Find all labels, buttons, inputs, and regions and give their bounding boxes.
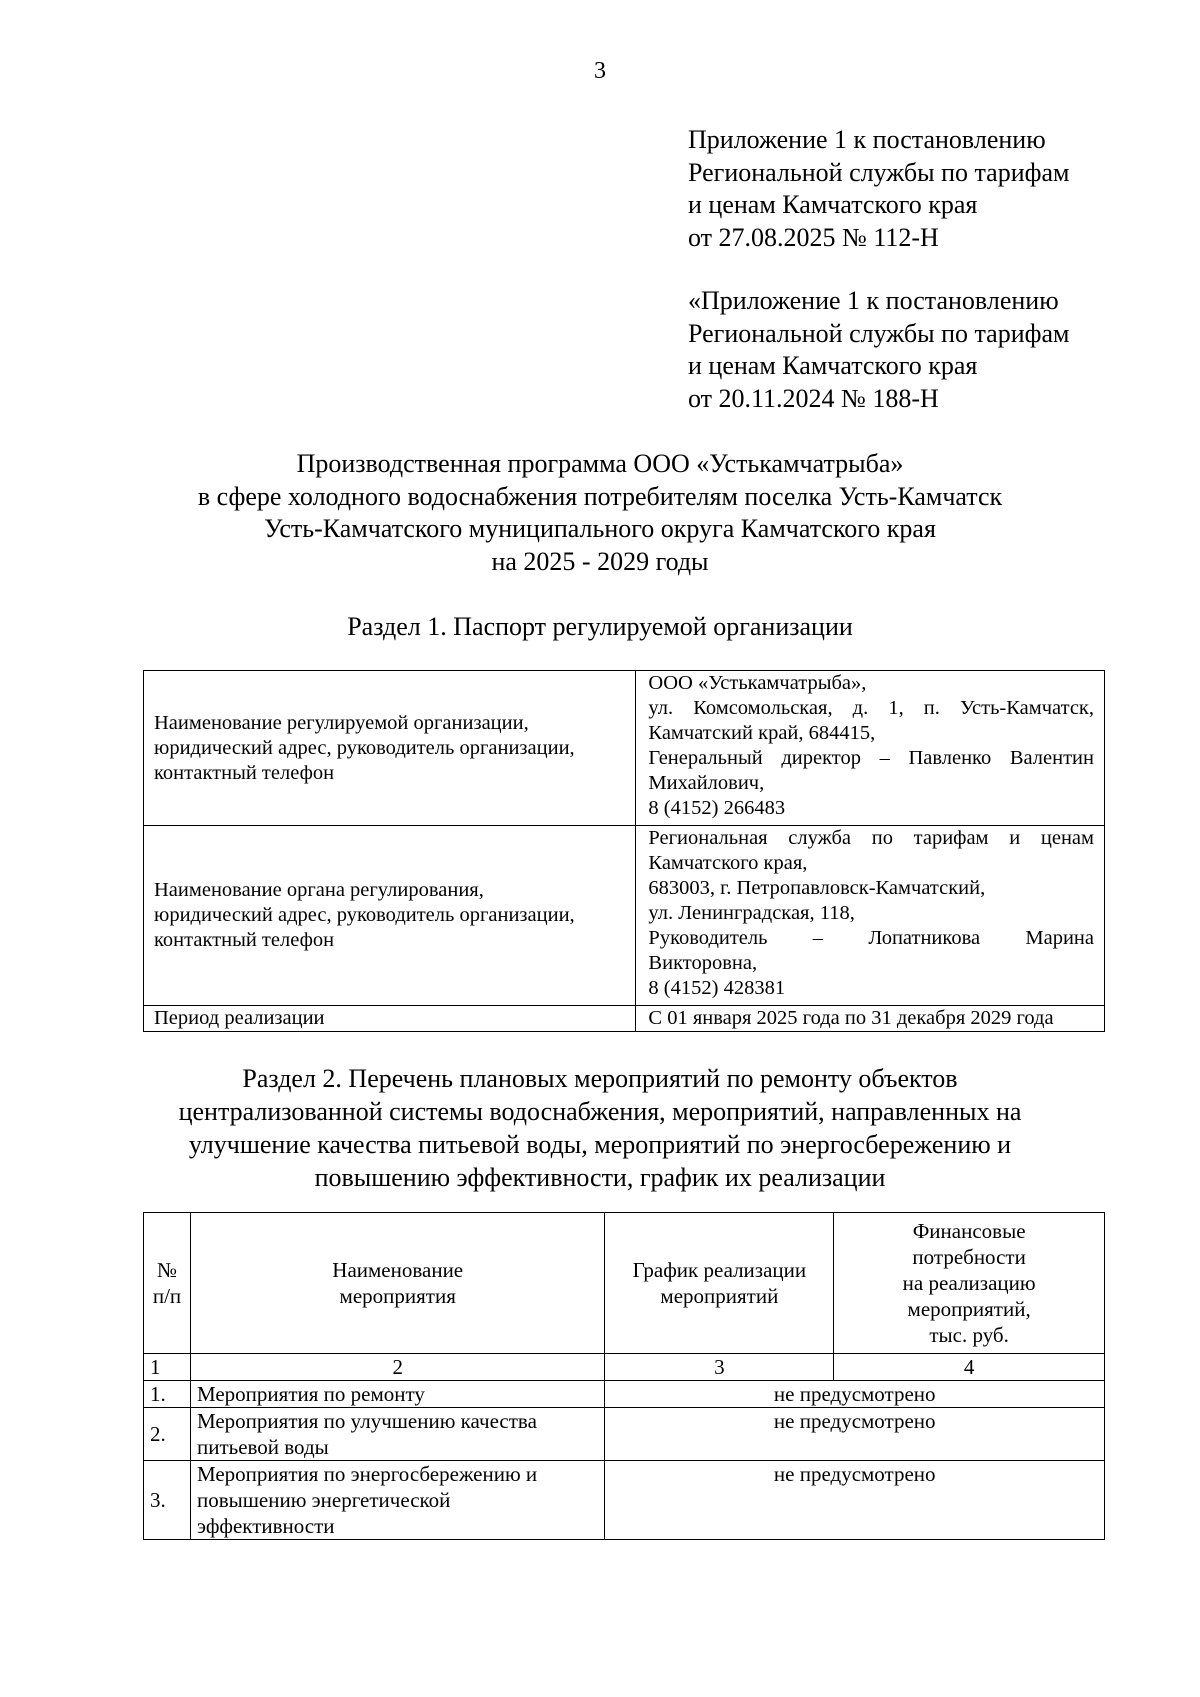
passport-value-cell [636,671,1105,826]
column-number-cell: 2 [190,1354,605,1381]
row-name-cell [190,1461,605,1540]
passport-label-line: контактный телефон [154,761,335,784]
passport-value-line: 8 (4152) 266483 [648,797,786,819]
row-number-cell: 3. [144,1461,191,1540]
section2-heading-line: централизованной системы водоснабжения, мероприятий, направленных на [178,1097,1022,1126]
table-row [144,1006,1105,1032]
passport-value-cell [636,826,1105,1006]
section2-heading-line: Раздел 2. Перечень плановых мероприятий по ремонту объектов [242,1064,958,1093]
section1-heading-text: Раздел 1. Паспорт регулируемой организации [347,612,853,641]
table-row [144,1381,1105,1408]
program-title-line: Усть-Камчатского муниципального округа Камчатского края [264,514,936,543]
header-text: График реализации [632,1258,807,1282]
appendix-previous-line: «Приложение 1 к постановлению [688,286,1059,315]
events-table [143,1212,1105,1540]
header-cell-number [144,1213,191,1354]
column-number-cell: 1 [144,1354,191,1381]
passport-value-line: Камчатского края, [648,852,808,874]
passport-value-line: Михайлович, [648,772,765,794]
passport-value-line: ул. Ленинградская, 118, [648,902,855,924]
appendix-previous-line: от 20.11.2024 № 188-Н [688,383,939,413]
appendix-previous-line: и ценам Камчатского края [688,351,978,380]
appendix-current-line: Приложение 1 к постановлению [688,125,1046,154]
table-header-row [144,1213,1105,1354]
page-number: 3 [594,58,606,84]
header-cell-financing [834,1213,1105,1354]
row-merged-value-cell: не предусмотрено [605,1461,1105,1540]
passport-table [143,670,1105,1032]
row-number-cell: 1. [144,1381,191,1408]
header-text: мероприятия [339,1284,456,1308]
row-name-cell [190,1408,605,1461]
header-cell-name [190,1213,605,1354]
header-text: мероприятий [660,1284,779,1308]
table-row [144,826,1105,1006]
program-title-line: на 2025 - 2029 годы [491,546,709,576]
section2-heading [0,1062,1200,1194]
appendix-current [688,124,1188,254]
section2-heading-line: улучшение качества питьевой воды, мероприятий по энергосбережению и [188,1130,1012,1159]
passport-value-line: С 01 января 2025 года по 31 декабря 2029 года [648,1007,1054,1029]
table-row [144,671,1105,826]
table-row [144,1461,1105,1540]
column-number-cell: 3 [605,1354,834,1381]
appendix-current-line: и ценам Камчатского края [688,190,978,219]
passport-value-line: Руководитель – Лопатникова Марина [648,927,1094,949]
column-number-cell: 4 [834,1354,1105,1381]
passport-label-line: Период реализации [154,1007,325,1029]
section1-heading [0,610,1200,643]
header-text: п/п [152,1284,182,1308]
appendix-current-line: Региональной службы по тарифам [688,157,1070,187]
passport-value-line: Камчатский край, 684415, [648,722,876,744]
passport-value-cell [636,1006,1105,1032]
program-title-line: в сфере холодного водоснабжения потребителям поселка Усть-Камчатск [197,481,1003,511]
program-title-line: Производственная программа ООО «Устькамчатрыба» [296,449,904,478]
passport-value-line: ООО «Устькамчатрыба», [648,672,867,694]
row-name-cell [190,1381,605,1408]
header-text: Финансовые [912,1219,1026,1243]
passport-value-line: ул. Комсомольская, д. 1, п. Усть-Камчатск, [648,697,1094,719]
row-name-line: повышению энергетической [196,1488,451,1512]
row-merged-value-cell: не предусмотрено [605,1408,1105,1461]
row-number-cell: 2. [144,1408,191,1461]
row-name-line: Мероприятия по ремонту [196,1382,425,1406]
passport-label-line: юридический адрес, руководитель организации, [154,904,575,926]
header-text: № [156,1258,177,1282]
passport-label-cell [144,826,636,1006]
row-name-line: Мероприятия по энергосбережению и [196,1462,538,1486]
passport-label-cell [144,1006,636,1032]
passport-value-line: Региональная служба по тарифам и ценам [648,827,1094,849]
header-text: Наименование [332,1258,464,1282]
row-merged-value-cell: не предусмотрено [605,1381,1105,1408]
appendix-previous [688,285,1188,415]
appendix-current-line: от 27.08.2025 № 112-Н [688,222,939,252]
passport-label-line: Наименование органа регулирования, [154,879,484,901]
passport-value-line: 683003, г. Петропавловск-Камчатский, [648,877,986,899]
header-text: тыс. руб. [929,1323,1009,1347]
section2-heading-line: повышению эффективности, график их реализации [314,1163,886,1192]
passport-value-line: Викторовна, [648,952,758,974]
header-cell-schedule [605,1213,834,1354]
program-title [0,448,1200,578]
table-row [144,1408,1105,1461]
row-name-line: эффективности [196,1514,335,1538]
row-name-line: Мероприятия по улучшению качества [196,1409,537,1433]
passport-label-line: Наименование регулируемой организации, [154,711,529,734]
column-number-row [144,1354,1105,1381]
header-text: на реализацию [902,1271,1036,1295]
passport-value-line: 8 (4152) 428381 [648,977,786,999]
header-text: мероприятий, [907,1297,1031,1321]
passport-label-line: контактный телефон [154,929,335,951]
passport-label-cell [144,671,636,826]
row-name-line: питьевой воды [196,1435,329,1459]
passport-label-line: юридический адрес, руководитель организации, [154,736,575,759]
passport-value-line: Генеральный директор – Павленко Валентин [648,747,1094,769]
appendix-previous-line: Региональной службы по тарифам [688,318,1070,348]
header-text: потребности [912,1245,1026,1269]
